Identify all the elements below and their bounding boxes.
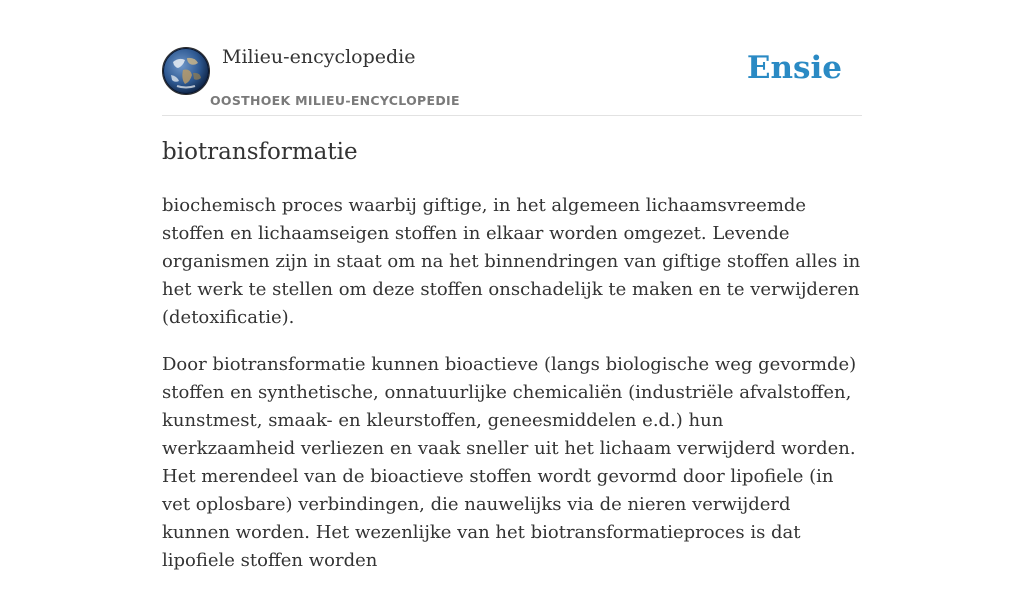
earth-globe-icon[interactable] (162, 47, 210, 95)
earth-globe-graphic (163, 48, 209, 94)
page-title: biotransformatie (162, 139, 358, 165)
site-subtitle: OOSTHOEK MILIEU-ENCYCLOPEDIE (210, 93, 460, 108)
article-paragraph: Door biotransformatie kunnen bioactieve (langs biologische weg gevormde) stoffen en synthetische, onnatuurlijke chemicaliën (industriële afvalstoffen, kunstmest, smaak- en kleurstoffen, geneesmiddelen e.d.) hun werkzaamheid verliezen en vaak sneller uit het lichaam verwijderd worden. Het merendeel van de bioactieve stoffen wordt gevormd door lipofiele (in vet oplosbare) verbindingen, die nauwelijks via de nieren verwijderd kunnen worden. Het wezenlijke van het biotransformatieproces is dat lipofiele stoffen worden (162, 354, 857, 571)
brand-logo-link[interactable]: Ensie (746, 50, 842, 86)
article-paragraph: biochemisch proces waarbij giftige, in het algemeen lichaamsvreemde stoffen en lichaamseigen stoffen in elkaar worden omgezet. Levende organismen zijn in staat om na het binnendringen van giftige stoffen alles in het werk te stellen om deze stoffen onschadelijk te maken en te verwijderen (detoxificatie). (162, 195, 861, 328)
site-title[interactable]: Milieu-encyclopedie (222, 46, 416, 68)
site-header (162, 0, 862, 116)
article-body (162, 192, 862, 594)
page-container (162, 0, 862, 571)
